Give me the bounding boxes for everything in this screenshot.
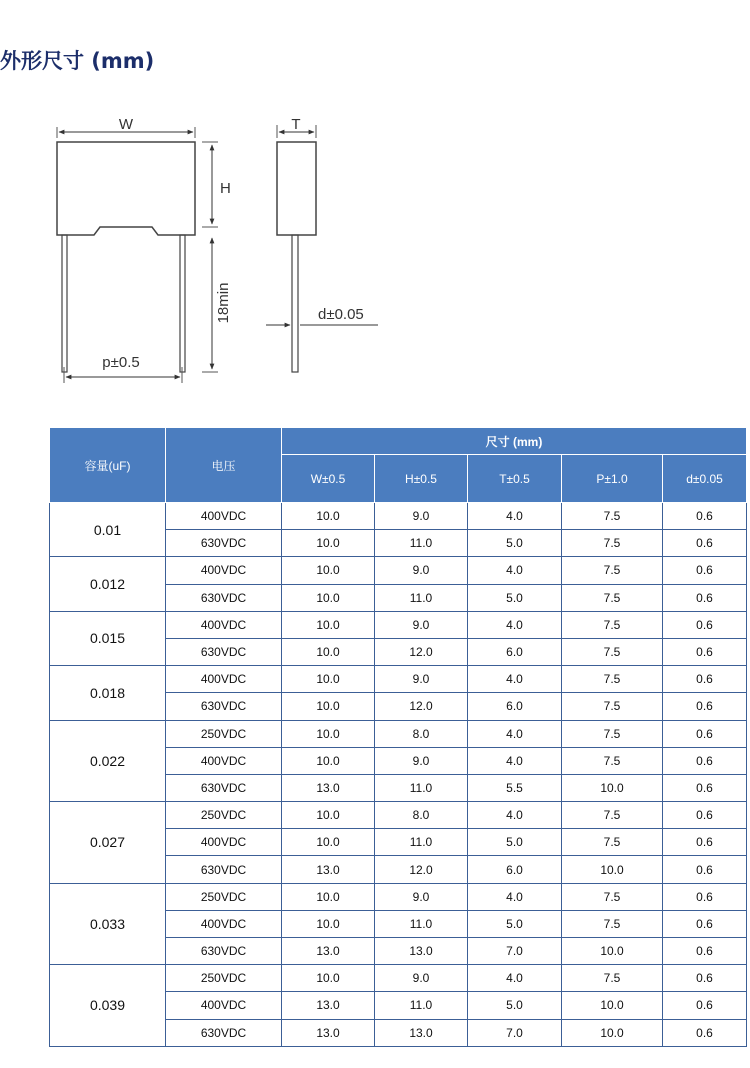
h-cell: 9.0 bbox=[375, 611, 468, 638]
h-cell: 9.0 bbox=[375, 557, 468, 584]
d-cell: 0.6 bbox=[663, 910, 747, 937]
w-cell: 13.0 bbox=[282, 856, 375, 883]
voltage-cell: 630VDC bbox=[166, 856, 282, 883]
d-cell: 0.6 bbox=[663, 557, 747, 584]
w-cell: 10.0 bbox=[282, 503, 375, 530]
d-cell: 0.6 bbox=[663, 965, 747, 992]
capacitor-side-body bbox=[277, 142, 316, 235]
capacitance-cell: 0.018 bbox=[50, 666, 166, 720]
voltage-cell: 400VDC bbox=[166, 829, 282, 856]
capacitance-cell: 0.027 bbox=[50, 802, 166, 884]
table-body bbox=[50, 503, 747, 1047]
h-cell: 9.0 bbox=[375, 883, 468, 910]
p-cell: 7.5 bbox=[562, 720, 663, 747]
d-cell: 0.6 bbox=[663, 720, 747, 747]
d-cell: 0.6 bbox=[663, 774, 747, 801]
header-t: T±0.5 bbox=[468, 455, 562, 503]
h-cell: 11.0 bbox=[375, 910, 468, 937]
capacitor-front-body bbox=[57, 142, 195, 235]
p-cell: 7.5 bbox=[562, 611, 663, 638]
h-cell: 12.0 bbox=[375, 693, 468, 720]
w-cell: 10.0 bbox=[282, 666, 375, 693]
t-cell: 4.0 bbox=[468, 965, 562, 992]
p-cell: 7.5 bbox=[562, 802, 663, 829]
p-cell: 7.5 bbox=[562, 965, 663, 992]
voltage-cell: 250VDC bbox=[166, 883, 282, 910]
table-row bbox=[50, 611, 747, 638]
w-cell: 10.0 bbox=[282, 638, 375, 665]
h-cell: 11.0 bbox=[375, 530, 468, 557]
voltage-cell: 400VDC bbox=[166, 992, 282, 1019]
page-title: 外形尺寸 (mm) bbox=[0, 49, 155, 73]
w-cell: 10.0 bbox=[282, 530, 375, 557]
p-cell: 7.5 bbox=[562, 530, 663, 557]
capacitance-cell: 0.033 bbox=[50, 883, 166, 965]
p-cell: 7.5 bbox=[562, 747, 663, 774]
w-cell: 10.0 bbox=[282, 611, 375, 638]
voltage-cell: 250VDC bbox=[166, 802, 282, 829]
voltage-cell: 630VDC bbox=[166, 584, 282, 611]
p-cell: 7.5 bbox=[562, 910, 663, 937]
d-cell: 0.6 bbox=[663, 584, 747, 611]
header-dimensions: 尺寸 (mm) bbox=[282, 428, 747, 455]
p-cell: 7.5 bbox=[562, 503, 663, 530]
voltage-cell: 630VDC bbox=[166, 693, 282, 720]
t-cell: 4.0 bbox=[468, 720, 562, 747]
header-d: d±0.05 bbox=[663, 455, 747, 503]
d-label: d±0.05 bbox=[318, 306, 364, 323]
t-cell: 7.0 bbox=[468, 1019, 562, 1046]
p-cell: 10.0 bbox=[562, 938, 663, 965]
d-cell: 0.6 bbox=[663, 992, 747, 1019]
t-cell: 6.0 bbox=[468, 638, 562, 665]
d-cell: 0.6 bbox=[663, 693, 747, 720]
p-cell: 10.0 bbox=[562, 1019, 663, 1046]
t-label: T bbox=[291, 116, 301, 133]
h-cell: 13.0 bbox=[375, 1019, 468, 1046]
h-cell: 8.0 bbox=[375, 720, 468, 747]
voltage-cell: 630VDC bbox=[166, 530, 282, 557]
w-cell: 10.0 bbox=[282, 584, 375, 611]
capacitor-dimension-drawing bbox=[40, 105, 400, 395]
w-label: W bbox=[118, 116, 134, 133]
p-cell: 7.5 bbox=[562, 829, 663, 856]
t-cell: 4.0 bbox=[468, 802, 562, 829]
table-row bbox=[50, 883, 747, 910]
voltage-cell: 400VDC bbox=[166, 503, 282, 530]
w-cell: 10.0 bbox=[282, 965, 375, 992]
p-cell: 10.0 bbox=[562, 774, 663, 801]
voltage-cell: 630VDC bbox=[166, 774, 282, 801]
t-cell: 5.0 bbox=[468, 910, 562, 937]
t-cell: 5.0 bbox=[468, 530, 562, 557]
t-cell: 4.0 bbox=[468, 557, 562, 584]
voltage-cell: 630VDC bbox=[166, 938, 282, 965]
h-cell: 11.0 bbox=[375, 584, 468, 611]
d-cell: 0.6 bbox=[663, 638, 747, 665]
d-cell: 0.6 bbox=[663, 611, 747, 638]
w-cell: 10.0 bbox=[282, 829, 375, 856]
table-row bbox=[50, 720, 747, 747]
capacitance-cell: 0.015 bbox=[50, 611, 166, 665]
d-cell: 0.6 bbox=[663, 503, 747, 530]
t-cell: 5.0 bbox=[468, 584, 562, 611]
t-cell: 7.0 bbox=[468, 938, 562, 965]
h-cell: 9.0 bbox=[375, 503, 468, 530]
p-cell: 7.5 bbox=[562, 584, 663, 611]
h-cell: 9.0 bbox=[375, 965, 468, 992]
table-row bbox=[50, 503, 747, 530]
w-cell: 13.0 bbox=[282, 774, 375, 801]
header-w: W±0.5 bbox=[282, 455, 375, 503]
w-cell: 10.0 bbox=[282, 557, 375, 584]
t-cell: 4.0 bbox=[468, 611, 562, 638]
table-row bbox=[50, 965, 747, 992]
w-cell: 10.0 bbox=[282, 883, 375, 910]
voltage-cell: 400VDC bbox=[166, 611, 282, 638]
w-cell: 10.0 bbox=[282, 802, 375, 829]
d-cell: 0.6 bbox=[663, 1019, 747, 1046]
h-cell: 11.0 bbox=[375, 774, 468, 801]
h-cell: 11.0 bbox=[375, 992, 468, 1019]
t-cell: 5.0 bbox=[468, 992, 562, 1019]
d-cell: 0.6 bbox=[663, 938, 747, 965]
w-cell: 13.0 bbox=[282, 1019, 375, 1046]
table-row bbox=[50, 666, 747, 693]
voltage-cell: 400VDC bbox=[166, 666, 282, 693]
capacitance-cell: 0.022 bbox=[50, 720, 166, 802]
voltage-cell: 250VDC bbox=[166, 965, 282, 992]
d-cell: 0.6 bbox=[663, 666, 747, 693]
table-row bbox=[50, 802, 747, 829]
p-cell: 7.5 bbox=[562, 666, 663, 693]
dimension-table bbox=[49, 427, 747, 1047]
t-cell: 6.0 bbox=[468, 693, 562, 720]
d-cell: 0.6 bbox=[663, 883, 747, 910]
header-h: H±0.5 bbox=[375, 455, 468, 503]
voltage-cell: 400VDC bbox=[166, 747, 282, 774]
header-p: P±1.0 bbox=[562, 455, 663, 503]
w-cell: 10.0 bbox=[282, 910, 375, 937]
d-cell: 0.6 bbox=[663, 856, 747, 883]
t-cell: 4.0 bbox=[468, 747, 562, 774]
voltage-cell: 630VDC bbox=[166, 1019, 282, 1046]
d-cell: 0.6 bbox=[663, 747, 747, 774]
h-cell: 9.0 bbox=[375, 747, 468, 774]
h-label: H bbox=[220, 180, 231, 197]
capacitance-cell: 0.01 bbox=[50, 503, 166, 557]
t-cell: 4.0 bbox=[468, 503, 562, 530]
w-cell: 10.0 bbox=[282, 693, 375, 720]
w-cell: 13.0 bbox=[282, 992, 375, 1019]
side-lead bbox=[292, 235, 298, 372]
t-cell: 5.5 bbox=[468, 774, 562, 801]
h-cell: 11.0 bbox=[375, 829, 468, 856]
h-cell: 12.0 bbox=[375, 856, 468, 883]
t-cell: 4.0 bbox=[468, 883, 562, 910]
front-right-lead bbox=[180, 235, 185, 372]
front-left-lead bbox=[62, 235, 67, 372]
h-cell: 13.0 bbox=[375, 938, 468, 965]
p-cell: 7.5 bbox=[562, 638, 663, 665]
voltage-cell: 250VDC bbox=[166, 720, 282, 747]
w-cell: 13.0 bbox=[282, 938, 375, 965]
capacitance-cell: 0.012 bbox=[50, 557, 166, 611]
w-cell: 10.0 bbox=[282, 720, 375, 747]
voltage-cell: 630VDC bbox=[166, 638, 282, 665]
h-cell: 12.0 bbox=[375, 638, 468, 665]
h-cell: 8.0 bbox=[375, 802, 468, 829]
p-cell: 10.0 bbox=[562, 856, 663, 883]
p-cell: 7.5 bbox=[562, 883, 663, 910]
d-cell: 0.6 bbox=[663, 530, 747, 557]
table-row bbox=[50, 557, 747, 584]
t-cell: 4.0 bbox=[468, 666, 562, 693]
p-cell: 7.5 bbox=[562, 693, 663, 720]
p-cell: 7.5 bbox=[562, 557, 663, 584]
w-cell: 10.0 bbox=[282, 747, 375, 774]
voltage-cell: 400VDC bbox=[166, 557, 282, 584]
t-cell: 6.0 bbox=[468, 856, 562, 883]
d-cell: 0.6 bbox=[663, 802, 747, 829]
voltage-cell: 400VDC bbox=[166, 910, 282, 937]
lead-length-label: 18min bbox=[215, 282, 232, 324]
t-cell: 5.0 bbox=[468, 829, 562, 856]
h-cell: 9.0 bbox=[375, 666, 468, 693]
p-cell: 10.0 bbox=[562, 992, 663, 1019]
capacitance-cell: 0.039 bbox=[50, 965, 166, 1047]
header-capacitance: 容量(uF) bbox=[50, 428, 166, 503]
pitch-label: p±0.5 bbox=[102, 354, 140, 371]
header-voltage: 电压 bbox=[166, 428, 282, 503]
d-cell: 0.6 bbox=[663, 829, 747, 856]
